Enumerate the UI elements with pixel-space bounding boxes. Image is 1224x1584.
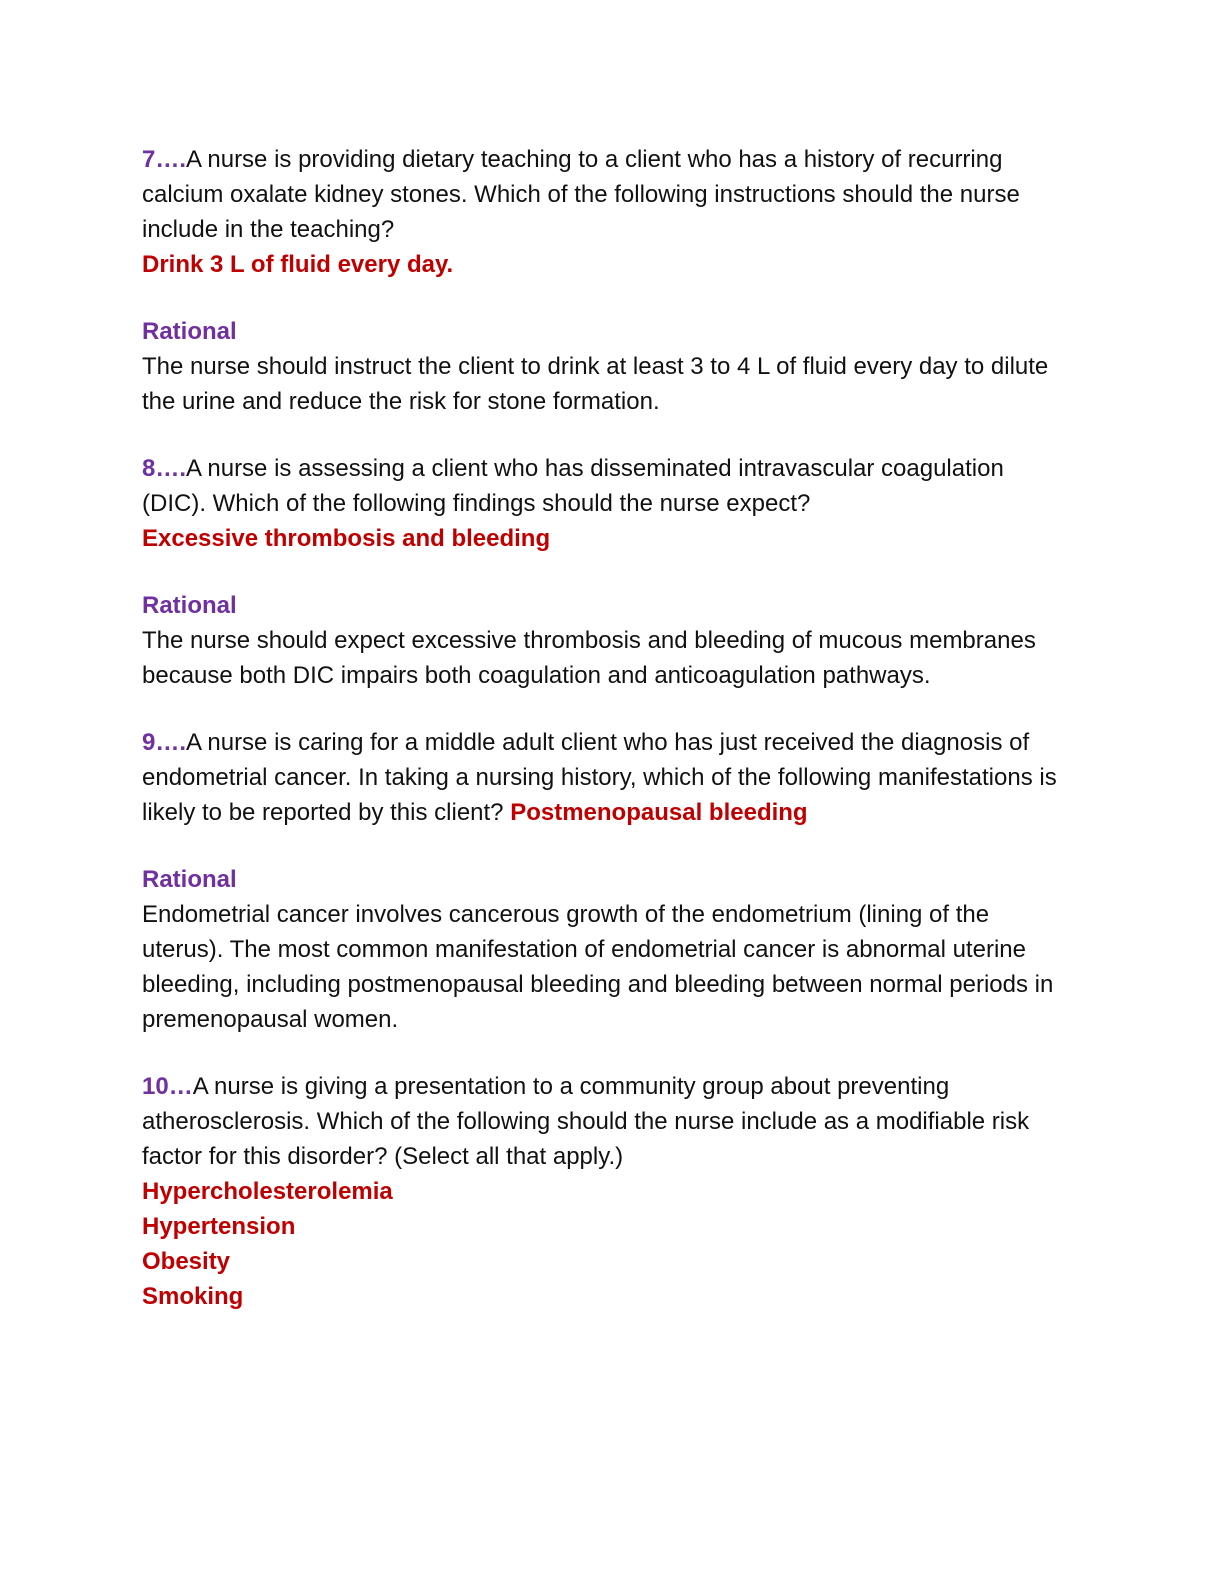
- answer: Postmenopausal bleeding: [510, 799, 808, 826]
- rational-text: The nurse should expect excessive thrombosis and bleeding of mucous membranes because both DIC impairs both coagulation and anticoagulation pathways.: [142, 627, 1036, 689]
- answer-hypercholesterolemia: Hypercholesterolemia: [142, 1178, 393, 1205]
- answer-hypertension: Hypertension: [142, 1213, 296, 1240]
- question-block-9: [142, 725, 1062, 1037]
- question-block-7: [142, 142, 1062, 419]
- question-body: A nurse is providing dietary teaching to a client who has a history of recurring calcium oxalate kidney stones. Which of the following instructions should the nurse include in the teaching?: [142, 146, 1020, 243]
- question-text: [142, 725, 1062, 830]
- question-number: 9….: [142, 729, 187, 756]
- rational-label: Rational: [142, 866, 237, 893]
- question-text: [142, 451, 1062, 521]
- rational-label: Rational: [142, 592, 237, 619]
- question-number: 10…: [142, 1073, 193, 1100]
- question-body: A nurse is giving a presentation to a community group about preventing atherosclerosis. Which of the following should the nurse include as a modifiable risk factor for this disorder? (Select all that apply.): [142, 1073, 1030, 1170]
- question-number: 8….: [142, 455, 187, 482]
- question-block-8: [142, 451, 1062, 693]
- document-page: [142, 142, 1062, 1314]
- question-text: [142, 1069, 1062, 1174]
- question-number: 7….: [142, 146, 187, 173]
- question-text: [142, 142, 1062, 247]
- question-body: A nurse is caring for a middle adult client who has just received the diagnosis of endometrial cancer. In taking a nursing history, which of the following manifestations is likely to be reported by this client?: [142, 729, 1057, 826]
- rational-text: The nurse should instruct the client to drink at least 3 to 4 L of fluid every day to dilute the urine and reduce the risk for stone formation.: [142, 353, 1049, 415]
- answer-smoking: Smoking: [142, 1283, 244, 1310]
- answer: Drink 3 L of fluid every day.: [142, 251, 454, 278]
- question-block-10: [142, 1069, 1062, 1314]
- rational-text: Endometrial cancer involves cancerous growth of the endometrium (lining of the uterus). The most common manifestation of endometrial cancer is abnormal uterine bleeding, including postmenopausal bleeding and bleeding between normal periods in premenopausal women.: [142, 901, 1054, 1033]
- answer: Excessive thrombosis and bleeding: [142, 525, 551, 552]
- rational-label: Rational: [142, 318, 237, 345]
- question-body: A nurse is assessing a client who has disseminated intravascular coagulation (DIC). Which of the following findings should the nurse expect?: [142, 455, 1004, 517]
- answer-obesity: Obesity: [142, 1248, 231, 1275]
